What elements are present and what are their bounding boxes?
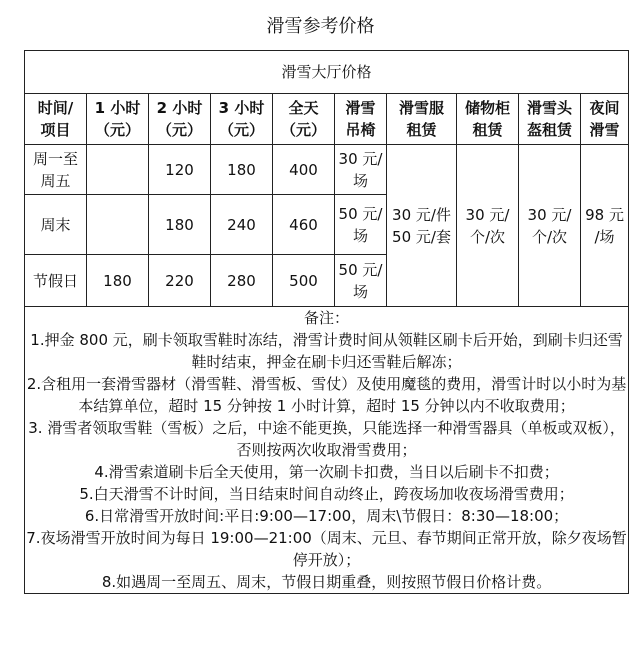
row-holiday-3h: 280	[211, 255, 273, 307]
note-item: 6.日常滑雪开放时间:平日:9:00—17:00，周末\节假日：8:30—18:00；	[84, 507, 569, 525]
header-chairlift: 滑雪 吊椅	[335, 94, 387, 145]
header-period: 时间/ 项目	[25, 94, 87, 145]
header-full-day: 全天 （元）	[273, 94, 335, 145]
row-weekend-3h: 240	[211, 195, 273, 255]
header-helmet-rental: 滑雪头 盔租赁	[519, 94, 581, 145]
note-item: 7.夜场滑雪开放时间为每日 19:00—21:00（周末、元旦、春节期间正常开放，除夕夜场暂停开放）；	[26, 529, 627, 569]
night-skiing-price: 98 元 /场	[581, 145, 629, 307]
row-weekend-lift: 50 元/ 场	[335, 195, 387, 255]
row-weekday-2h: 120	[149, 145, 211, 195]
row-holiday-period: 节假日	[25, 255, 87, 307]
row-weekday-lift: 30 元/ 场	[335, 145, 387, 195]
suit-rental-price: 30 元/件 50 元/套	[387, 145, 457, 307]
note-item: 4.滑雪索道刷卡后全天使用，第一次刷卡扣费，当日以后刷卡不扣费；	[94, 463, 559, 481]
notes-row	[25, 307, 629, 594]
row-weekday-1h	[87, 145, 149, 195]
note-item: 8.如遇周一至周五、周末，节假日期重叠，则按照节假日价格计费。	[101, 573, 552, 591]
table-row	[25, 145, 629, 195]
helmet-rental-price: 30 元/ 个/次	[519, 145, 581, 307]
header-night-skiing: 夜间 滑雪	[581, 94, 629, 145]
row-weekday-day: 400	[273, 145, 335, 195]
header-locker-rental: 储物柜 租赁	[457, 94, 519, 145]
note-item: 5.白天滑雪不计时间，当日结束时间自动终止，跨夜场加收夜场滑雪费用；	[79, 485, 574, 503]
notes-cell	[25, 307, 629, 594]
notes-heading: 备注：	[304, 309, 350, 327]
header-1-hour: 1 小时 （元）	[87, 94, 149, 145]
note-item: 1.押金 800 元，刷卡领取雪鞋时冻结，滑雪计费时间从领鞋区刷卡后开始，到刷卡归还雪鞋时结束，押金在刷卡归还雪鞋后解冻；	[30, 331, 623, 371]
row-weekday-period: 周一至 周五	[25, 145, 87, 195]
row-weekday-3h: 180	[211, 145, 273, 195]
note-item: 3. 滑雪者领取雪鞋（雪板）之后，中途不能更换，只能选择一种滑雪器具（单板或双板），否则按两次收取滑雪费用；	[28, 419, 625, 459]
header-3-hour: 3 小时 （元）	[211, 94, 273, 145]
header-suit-rental: 滑雪服 租赁	[387, 94, 457, 145]
row-holiday-1h: 180	[87, 255, 149, 307]
row-weekend-2h: 180	[149, 195, 211, 255]
section-title: 滑雪大厅价格	[25, 51, 629, 94]
row-weekend-day: 460	[273, 195, 335, 255]
price-table	[24, 50, 629, 594]
header-2-hour: 2 小时 （元）	[149, 94, 211, 145]
row-holiday-2h: 220	[149, 255, 211, 307]
locker-rental-price: 30 元/ 个/次	[457, 145, 519, 307]
row-weekend-1h	[87, 195, 149, 255]
header-row	[25, 94, 629, 145]
row-weekend-period: 周末	[25, 195, 87, 255]
note-item: 2.含租用一套滑雪器材（滑雪鞋、滑雪板、雪仗）及使用魔毯的费用，滑雪计时以小时为基本结算单位，超时 15 分钟按 1 小时计算，超时 15 分钟以内不收取费用；	[26, 375, 627, 415]
row-holiday-day: 500	[273, 255, 335, 307]
row-holiday-lift: 50 元/ 场	[335, 255, 387, 307]
document-title: 滑雪参考价格	[266, 16, 375, 37]
